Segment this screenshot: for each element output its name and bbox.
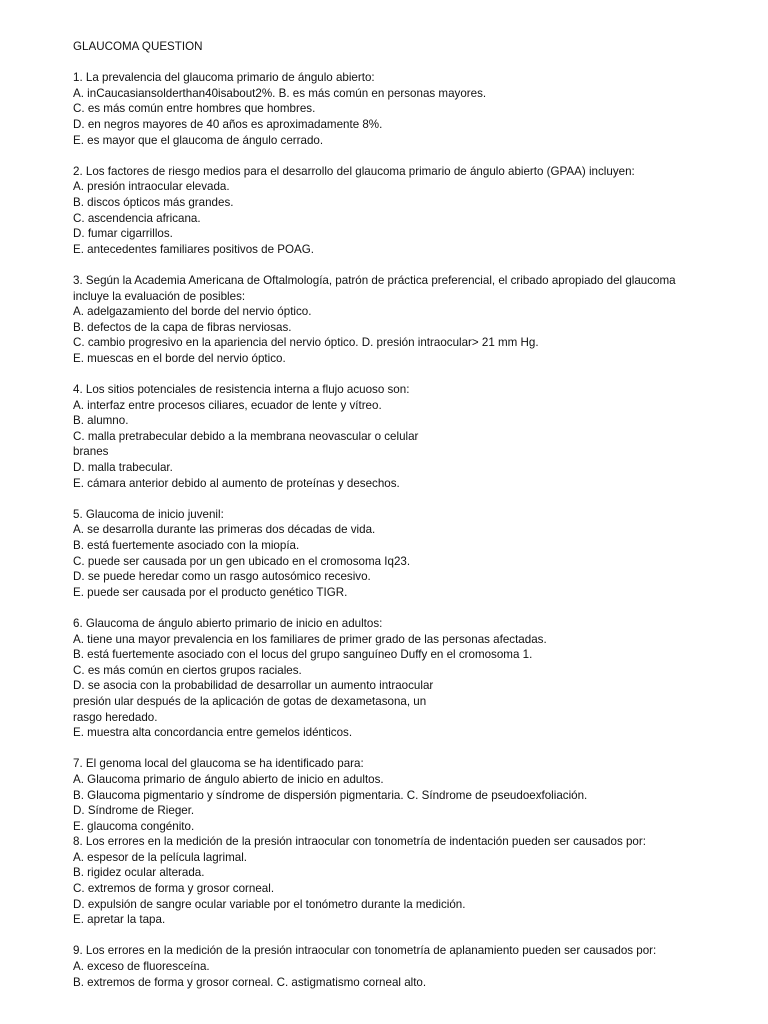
answer-line: E. puede ser causada por el producto genético TIGR.	[73, 585, 348, 599]
answer-line: C. ascendencia africana.	[73, 211, 201, 225]
answer-line: C. es más común entre hombres que hombres.	[73, 102, 316, 116]
question-block-7	[73, 756, 753, 834]
answer-line: incluye la evaluación de posibles:	[73, 289, 246, 303]
document-body	[73, 39, 753, 1006]
question-block-8	[73, 834, 753, 928]
answer-line: rasgo heredado.	[73, 710, 158, 724]
answer-line: E. muestra alta concordancia entre gemelos idénticos.	[73, 726, 353, 740]
question-block-6	[73, 616, 753, 741]
answer-line: D. Síndrome de Rieger.	[73, 804, 195, 818]
answer-line: A. exceso de fluoresceína.	[73, 960, 210, 974]
answer-line: C. malla pretrabecular debido a la membrana neovascular o celular	[73, 429, 419, 443]
question-stem: 3. Según la Academia Americana de Oftalmología, patrón de práctica preferencial, el cribado apropiado del glaucoma	[73, 273, 676, 287]
answer-line: A. presión intraocular elevada.	[73, 180, 230, 194]
answer-line: B. Glaucoma pigmentario y síndrome de dispersión pigmentaria. C. Síndrome de pseudoexfoliación.	[73, 788, 588, 802]
answer-line: B. está fuertemente asociado con la miopía.	[73, 539, 300, 552]
answer-line: E. glaucoma congénito.	[73, 819, 195, 833]
question-stem: 2. Los factores de riesgo medios para el desarrollo del glaucoma primario de ángulo abierto (GPAA) incluyen:	[73, 164, 635, 178]
answer-line: D. se asocia con la probabilidad de desarrollar un aumento intraocular	[73, 679, 434, 693]
answer-line: E. apretar la tapa.	[73, 913, 166, 927]
answer-line: E. es mayor que el glaucoma de ángulo cerrado.	[73, 133, 324, 147]
answer-line: B. discos ópticos más grandes.	[73, 195, 234, 209]
question-stem: 1. La prevalencia del glaucoma primario de ángulo abierto:	[73, 71, 375, 85]
answer-line: C. es más común en ciertos grupos raciales.	[73, 663, 302, 677]
question-list	[73, 70, 753, 990]
answer-line: E. muescas en el borde del nervio óptico.	[73, 351, 286, 365]
answer-line: branes	[73, 445, 109, 459]
answer-line: B. extremos de forma y grosor corneal. C. astigmatismo corneal alto.	[73, 975, 427, 989]
answer-line: A. interfaz entre procesos ciliares, ecuador de lente y vítreo.	[73, 398, 382, 412]
answer-line: C. extremos de forma y grosor corneal.	[73, 882, 275, 896]
answer-line: A. adelgazamiento del borde del nervio óptico.	[73, 305, 312, 319]
answer-line: D. expulsión de sangre ocular variable por el tonómetro durante la medición.	[73, 897, 466, 911]
answer-line: D. malla trabecular.	[73, 461, 173, 475]
answer-line: B. defectos de la capa de fibras nerviosas.	[73, 320, 292, 334]
question-block-4	[73, 382, 753, 491]
answer-line: presión ular después de la aplicación de gotas de dexametasona, un	[73, 694, 427, 708]
question-stem: 5. Glaucoma de inicio juvenil:	[73, 507, 224, 521]
question-block-5	[73, 507, 753, 601]
answer-line: C. cambio progresivo en la apariencia del nervio óptico. D. presión intraocular> 21 mm Hg.	[73, 336, 539, 350]
question-stem: 9. Los errores en la medición de la presión intraocular con tonometría de aplanamiento pueden ser causados por:	[73, 944, 657, 958]
answer-line: C. puede ser causada por un gen ubicado en el cromosoma Iq23.	[73, 554, 411, 568]
question-block-2	[73, 164, 753, 258]
document-title: GLAUCOMA QUESTION	[73, 40, 203, 53]
question-stem: 6. Glaucoma de ángulo abierto primario de inicio en adultos:	[73, 616, 383, 630]
answer-line: B. está fuertemente asociado con el locus del grupo sanguíneo Duffy en el cromosoma 1.	[73, 648, 533, 662]
question-stem: 8. Los errores en la medición de la presión intraocular con tonometría de indentación pueden ser causados por:	[73, 835, 646, 849]
answer-line: A. Glaucoma primario de ángulo abierto de inicio en adultos.	[73, 772, 384, 786]
answer-line: A. tiene una mayor prevalencia en los familiares de primer grado de las personas afectadas.	[73, 632, 547, 646]
question-block-9	[73, 943, 753, 990]
answer-line: B. alumno.	[73, 414, 129, 428]
question-stem: 7. El genoma local del glaucoma se ha identificado para:	[73, 757, 364, 771]
answer-line: E. cámara anterior debido al aumento de proteínas y desechos.	[73, 476, 400, 490]
answer-line: E. antecedentes familiares positivos de POAG.	[73, 242, 315, 256]
question-block-1	[73, 70, 753, 148]
answer-line: D. en negros mayores de 40 años es aproximadamente 8%.	[73, 117, 383, 131]
question-stem: 4. Los sitios potenciales de resistencia interna a flujo acuoso son:	[73, 383, 410, 397]
answer-line: D. fumar cigarrillos.	[73, 227, 173, 241]
answer-line: A. se desarrolla durante las primeras dos décadas de vida.	[73, 523, 376, 537]
answer-line: B. rigidez ocular alterada.	[73, 866, 205, 880]
answer-line: A. inCaucasiansolderthan40isabout2%. B. es más común en personas mayores.	[73, 86, 487, 100]
answer-line: D. se puede heredar como un rasgo autosómico recesivo.	[73, 570, 371, 584]
answer-line: A. espesor de la película lagrimal.	[73, 850, 247, 864]
question-block-3	[73, 273, 753, 367]
